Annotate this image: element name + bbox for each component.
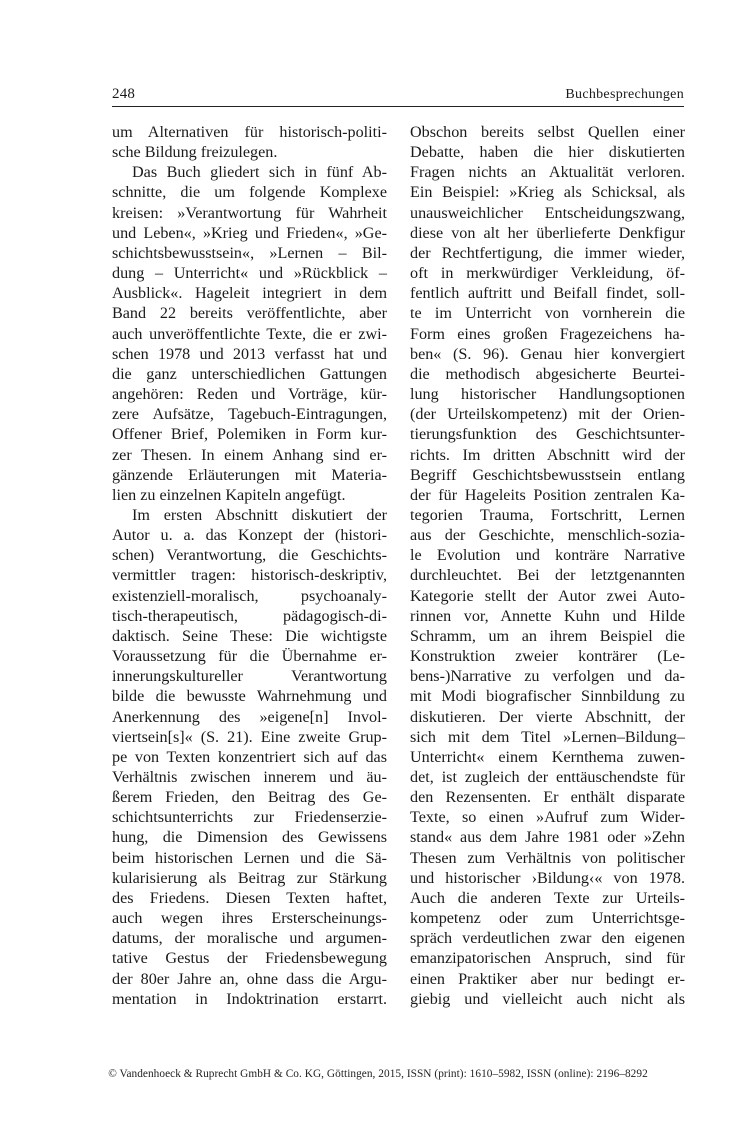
text-line: kularisierung als Beitrag zur Stärkung [112,869,387,887]
text-line: te im Unterricht von vornherein die [410,305,685,323]
text-line: Offener Brief, Polemiken in Form kur- [112,426,387,444]
text-line: zere Aufsätze, Tagebuch-Eintragungen, [112,406,387,424]
text-line: schichtsbewusstsein«, »Lernen – Bil- [112,244,387,262]
text-line: fentlich auftritt und Beifall findet, soll- [410,285,685,303]
text-line: emanzipatorischen Anspruch, sind für [410,950,685,968]
text-line: richts. Im dritten Abschnitt wird der [410,446,685,464]
text-line: Konstruktion zweier konträrer (Le- [410,648,685,666]
text-line: die ganz unterschiedlichen Gattungen [112,365,387,383]
running-head [112,86,684,107]
text-line: pe von Texten konzentriert sich auf das [112,748,387,766]
text-line: sich mit dem Titel »Lernen–Bildung– [410,728,685,746]
text-line: Ein Beispiel: »Krieg als Schicksal, als [410,184,685,202]
text-line: diese von alt her überlieferte Denkfigur [410,224,685,242]
text-line: gänzende Erläuterungen mit Materia- [112,466,387,484]
text-line: mentation in Indoktrination erstarrt. [112,990,387,1008]
text-line: lung historischer Handlungsoptionen [410,386,685,404]
text-line: dung – Unterricht« und »Rückblick – [112,265,387,283]
text-line: kreisen: »Verantwortung für Wahrheit [112,204,387,222]
text-line: Band 22 bereits veröffentlichte, aber [112,305,387,323]
text-line: Form eines großen Fragezeichens ha- [410,325,685,343]
text-line: und historischer ›Bildung‹« von 1978. [410,869,685,887]
text-line: beim historischen Lernen und die Sä- [112,849,387,867]
text-line: Schramm, um an ihrem Beispiel die [410,627,685,645]
text-line: die methodisch abgesicherte Beurtei- [410,365,685,383]
text-line: Voraussetzung für die Übernahme er- [112,648,387,666]
text-line: diskutieren. Der vierte Abschnitt, der [410,708,685,726]
text-line: tegorien Trauma, Fortschritt, Lernen [410,506,685,524]
text-line: (der Urteilskompetenz) mit der Orien- [410,406,685,424]
page-number: 248 [112,86,136,102]
text-line: um Alternativen für historisch-politi- [112,124,387,141]
text-line: ben« (S. 96). Genau hier konvergiert [410,345,685,363]
text-line: der für Hageleits Position zentralen Ka- [410,486,685,504]
text-line: lien zu einzelnen Kapiteln angefügt. [112,486,346,504]
text-line: des Friedens. Diesen Texten haftet, [112,889,387,907]
text-line: spräch verdeutlichen zwar den eigenen [410,930,685,948]
text-line: innerungskultureller Verantwortung [112,668,387,686]
text-line: bens-)Narrative zu verfolgen und da- [410,668,685,686]
text-line: Ausblick«. Hageleit integriert in dem [112,285,387,303]
text-line: le Evolution und konträre Narrative [410,547,685,565]
text-line: unausweichlicher Entscheidungszwang, [410,204,685,222]
text-line: Autor u. a. das Konzept der (histori- [112,527,387,545]
text-line: tierungsfunktion des Geschichtsunter- [410,426,685,444]
text-line: Das Buch gliedert sich in fünf Ab- [132,164,387,182]
text-line: Kategorie stellt der Autor zwei Auto- [410,587,685,605]
text-line: hung, die Dimension des Gewissens [112,829,387,847]
text-line: schichtsunterrichts zur Friedenserzie- [112,809,387,827]
left-text-column [112,123,387,1010]
right-text-column [410,123,685,1010]
text-line: rinnen vor, Annette Kuhn und Hilde [410,607,685,625]
text-line: viertsein[s]« (S. 21). Eine zweite Grup- [112,728,387,746]
text-line: Texte, so einen »Aufruf zum Wider- [410,809,685,827]
text-line: tisch-therapeutisch, pädagogisch-di- [112,607,387,625]
text-line: auch unveröffentlichte Texte, die er zwi- [112,325,387,343]
text-line: der Rechtfertigung, die immer wieder, [410,244,685,262]
text-line: sche Bildung freizulegen. [112,144,278,162]
text-line: Auch die anderen Texte zur Urteils- [410,889,685,907]
text-line: Im ersten Abschnitt diskutiert der [132,506,387,524]
text-line: mit Modi biografischer Sinnbildung zu [410,688,685,706]
text-line: ßerem Frieden, den Beitrag des Ge- [112,789,387,807]
text-line: zer Thesen. In einem Anhang sind er- [112,446,387,464]
text-line: der 80er Jahre an, ohne dass die Argu- [112,970,387,988]
text-line: daktisch. Seine These: Die wichtigste [112,627,387,645]
text-line: Debatte, haben die hier diskutierten [410,144,685,162]
copyright-footer: © Vandenhoeck & Ruprecht GmbH & Co. KG, Göttingen, 2015, ISSN (print): 1610–5982, ISSN (online): 2196–8292 [108,1068,648,1080]
section-title: Buchbesprechungen [565,87,684,102]
text-line: kompetenz oder zum Unterrichtsge- [410,910,685,928]
text-line: Obschon bereits selbst Quellen einer [410,124,685,141]
text-line: aus der Geschichte, menschlich-sozia- [410,527,685,545]
text-line: oft in merkwürdiger Verkleidung, öf- [410,265,685,283]
text-line: schnitte, die um folgende Komplexe [112,184,387,202]
text-line: Begriff Geschichtsbewusstsein entlang [410,466,685,484]
text-line: auch wegen ihres Ersterscheinungs- [112,910,387,928]
text-line: det, ist zugleich der enttäuschendste für [410,769,685,786]
text-line: durchleuchtet. Bei der letztgenannten [410,567,685,585]
text-line: den Rezensenten. Er enthält disparate [410,789,685,807]
text-line: einen Praktiker aber nur bedingt er- [410,970,685,988]
text-line: giebig und vielleicht auch nicht als [410,990,685,1008]
text-line: stand« aus dem Jahre 1981 oder »Zehn [410,829,685,847]
text-line: Fragen nichts an Aktualität verloren. [410,164,685,182]
text-line: Thesen zum Verhältnis von politischer [410,849,685,867]
text-line: und Leben«, »Krieg und Frieden«, »Ge- [112,224,387,242]
text-line: datums, der moralische und argumen- [112,930,387,948]
text-line: bilde die bewusste Wahrnehmung und [112,688,387,706]
text-line: existenziell-moralisch, psychoanaly- [112,587,387,605]
text-line: schen) Verantwortung, die Geschichts- [112,547,387,565]
text-line: tative Gestus der Friedensbewegung [112,950,387,968]
text-line: angehören: Reden und Vorträge, kür- [112,386,387,404]
text-line: vermittler tragen: historisch-deskriptiv, [112,567,387,585]
text-line: Anerkennung des »eigene[n] Invol- [112,708,387,726]
text-line: Unterricht« einem Kernthema zuwen- [410,748,685,766]
text-line: Verhältnis zwischen innerem und äu- [112,769,387,786]
text-line: schen 1978 und 2013 verfasst hat und [112,345,387,363]
